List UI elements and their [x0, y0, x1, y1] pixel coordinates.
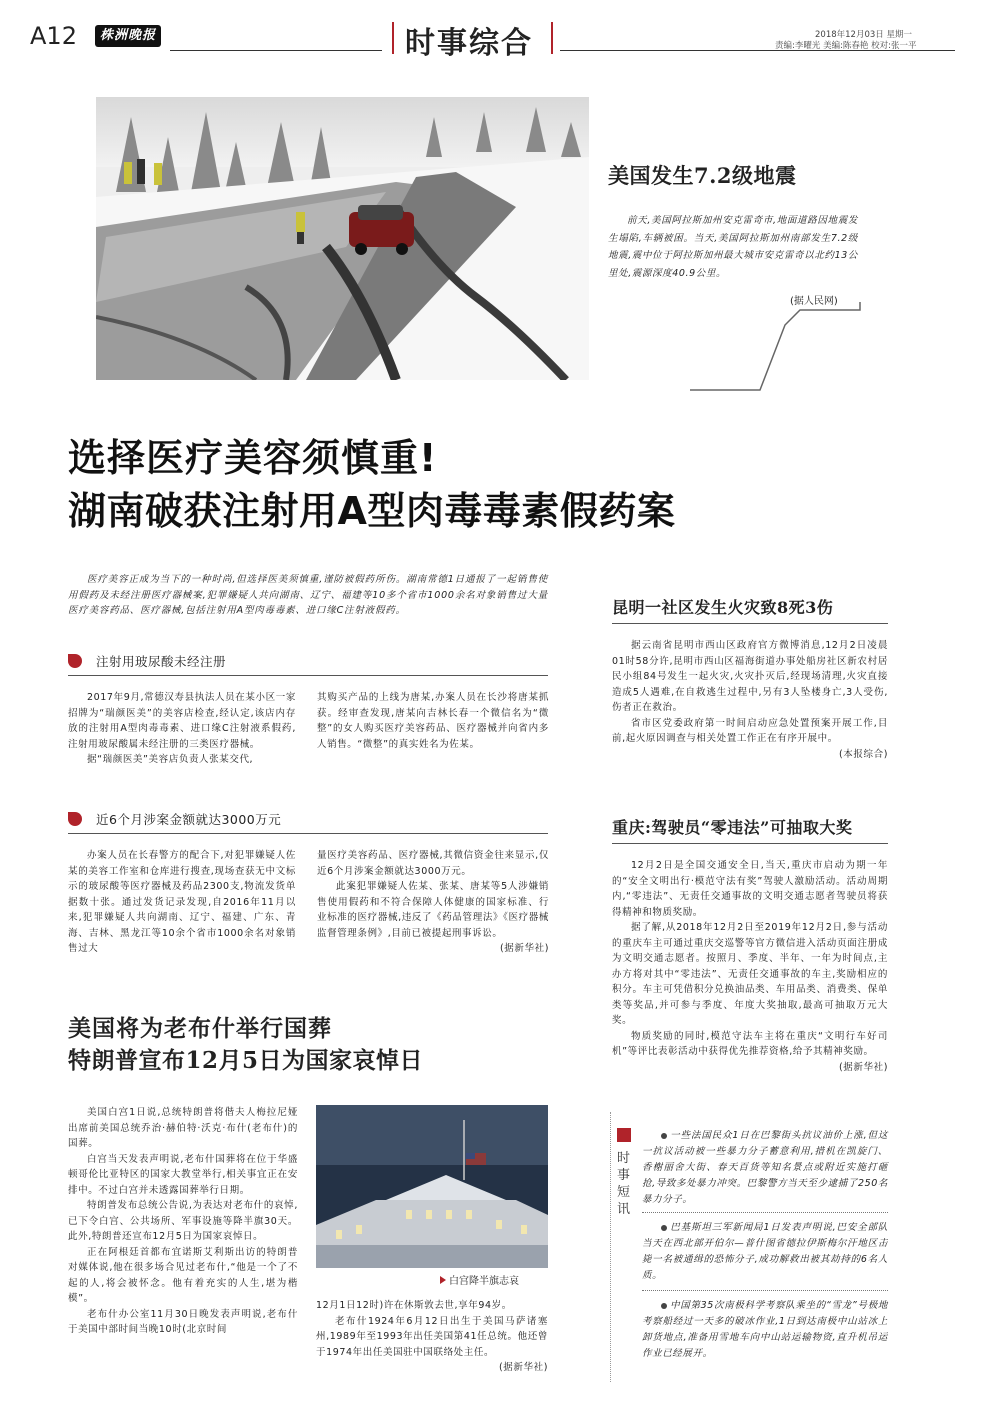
chongqing-source: (据新华社) [838, 1061, 888, 1073]
bullet-icon [661, 1133, 667, 1139]
briefs-arrow-icon [617, 1128, 631, 1142]
paragraph: 正在阿根廷首都布宜诺斯艾利斯出访的特朗普对媒体说,他在很多场合见过老布什,“他是一个了不起的人,将会被怀念。他有着充实的人生,堪为楷模”。 [68, 1246, 298, 1304]
paragraph: 12月2日是全国交通安全日,当天,重庆市启动为期一年的“安全文明出行·模范守法有奖”驾驶人激励活动。活动周期内,“零违法”、无责任交通事故的文明交通志愿者驾驶员将获得精神和物质奖励。 [612, 860, 888, 918]
masthead-rule-left [170, 50, 382, 51]
briefs-item-2 [642, 1220, 888, 1284]
botox-source: (据新华社) [499, 943, 549, 954]
botox-sub2-col1 [68, 848, 296, 957]
kunming-rule [612, 623, 888, 624]
editor-line: 责编:李曜光 美编:陈春艳 校对:张一平 [775, 41, 917, 51]
bush-headline-1: 美国将为老布什举行国葬 [68, 1015, 332, 1042]
briefs-divider-1 [642, 1212, 888, 1213]
white-house-photo [316, 1105, 548, 1268]
paragraph: 白宫当天发表声明说,老布什国葬将在位于华盛顿哥伦比亚特区的国家大教堂举行,相关事宜正在安排中。不过白宫并未透露国葬举行日期。 [68, 1153, 298, 1196]
paragraph: 省市区党委政府第一时间启动应急处置预案开展工作,目前,起火原因调查与相关处置工作正在有序开展中。 [612, 717, 888, 744]
paragraph: 物质奖励的同时,模范守法车主将在重庆“文明行车好司机”等评比表彰活动中获得优先推荐资格,给予其精神奖励。 [612, 1030, 888, 1057]
bullet-icon [661, 1225, 667, 1231]
botox-headline-1: 选择医疗美容须慎重! [68, 436, 438, 480]
section-divider-left [392, 22, 394, 54]
chongqing-body [612, 858, 888, 1075]
paragraph: 据了解,从2018年12月2日至2019年12月2日,参与活动的重庆车主可通过重庆交巡警等官方微信进入活动页面注册成为文明交通志愿者。按照月、季度、半年、一年为时间点,主办方将对其中“零违法”、无责任交通事故的车主,奖励相应的积分。车主可凭借积分兑换油品类、车用品类、消费类、保单类等奖品,并可参与季度、年度大奖抽取,最高可抽取万元大奖。 [612, 922, 888, 1026]
bush-col2 [316, 1298, 548, 1376]
botox-lead: 医疗美容正成为当下的一种时尚,但选择医美须慎重,谨防被假药所伤。湖南常德1日通报了一起销售使用假药及未经注册医疗器械案,犯罪嫌疑人共向湖南、辽宁、福建等10多个省市1000余名对象销售过大量医疗美容药品、医疗器械,包括注射用A型肉毒毒素、进口缘C注射液假药。 [68, 574, 548, 616]
earthquake-source: (据人民网) [790, 296, 838, 307]
paragraph: 老布什办公室11月30日晚发表声明说,老布什于美国中部时间当晚10时(北京时间 [68, 1308, 298, 1335]
subhead-1-rule [68, 675, 548, 676]
briefs-label: 时事短讯 [617, 1151, 631, 1217]
briefs-item-3 [642, 1298, 888, 1362]
botox-headline-2: 湖南破获注射用A型肉毒毒素假药案 [68, 489, 676, 533]
paragraph: 办案人员在长春警方的配合下,对犯罪嫌疑人佐某的美容工作室和仓库进行搜查,现场查获无中文标示的玻尿酸等医疗器械及药品2300支,物流发货单据数十张。通过发货记录发现,自2016年11月以来,犯罪嫌疑人共向湖南、辽宁、福建、广东、青海、吉林、黑龙江等10余个省市1000余名对象销售过大 [68, 850, 296, 954]
section-divider-right [551, 22, 553, 54]
brief-text: 一些法国民众1日在巴黎街头抗议油价上涨,但这一抗议活动被一些暴力分子蓄意利用,措机在凯旋门、香榭丽舍大街、春天百货等知名景点或附近实施打砸抢,导致多处暴力冲突。巴黎警方当天至少逮捕了250名暴力分子。 [642, 1130, 888, 1205]
newspaper-logo: 株洲晚报 [95, 25, 161, 47]
bush-col1 [68, 1105, 298, 1338]
kunming-body [612, 638, 888, 762]
earthquake-road-illustration [96, 97, 589, 380]
paragraph: 量医疗美容药品、医疗器械,其微信资金往来显示,仅近6个月涉案金额就达3000万元。 [317, 850, 549, 877]
white-house-illustration [316, 1105, 548, 1268]
chongqing-rule [612, 843, 888, 844]
subhead-text: 近6个月涉案金额就达3000万元 [96, 812, 282, 827]
briefs-divider-2 [642, 1290, 888, 1291]
paragraph: 特朗普发布总统公告说,为表达对老布什的哀悼,已下令白宫、公共场所、军事设施等降半旗30天。此外,特朗普还宣布12月5日为国家哀悼日。 [68, 1200, 298, 1242]
subhead-marker [68, 812, 82, 826]
bush-source: (据新华社) [498, 1362, 548, 1373]
paragraph: 老布什1924年6月12日出生于美国马萨诸塞州,1989年至1993年出任美国第41任总统。他还曾于1974年出任美国驻中国联络处主任。 [316, 1315, 548, 1358]
paragraph: 2017年9月,常德汉寿县执法人员在某小区一家招牌为“瑞颜医美”的美容店检查,经认定,该店内存放的注射用A型肉毒毒素、进口缘C注射液系假药,注射用玻尿酸属未经注册的三类医疗器械。 [68, 692, 296, 750]
caption-triangle-icon [440, 1276, 446, 1284]
briefs-item-1 [642, 1128, 888, 1208]
botox-sub2-col2 [317, 848, 549, 957]
kunming-title: 昆明一社区发生火灾致8死3伤 [612, 598, 834, 617]
brief-text: 巴基斯坦三军新闻局1日发表声明说,巴安全部队当天在西北部开伯尔—普什图省德拉伊斯梅尔汗地区击毙一名被通缉的恐怖分子,成功解救出被其劫持的6名人质。 [642, 1222, 888, 1281]
section-title: 时事综合 [405, 26, 533, 61]
callout-pointer-line [690, 300, 865, 400]
paragraph: 此案犯罪嫌疑人佐某、张某、唐某等5人涉嫌销售使用假药和不符合保障人体健康的国家标准、行业标准的医疗器械,违反了《药品管理法》《医疗器械监督管理条例》,目前已被提起刑事诉讼。 [317, 881, 549, 939]
subhead-marker [68, 654, 82, 668]
subhead-text: 注射用玻尿酸未经注册 [96, 654, 227, 669]
earthquake-photo [96, 97, 589, 380]
paragraph: 据云南省昆明市西山区政府官方微博消息,12月2日凌晨01时58分许,昆明市西山区福海街道办事处船房社区新农村居民小组84号发生一起火灾,火灾扑灭后,经现场清理,火灾直接造成5人遇难,在自救逃生过程中,另有3人坠楼身亡,3人受伤,伤者正在救治。 [612, 640, 888, 713]
caption-text: 白宫降半旗志哀 [449, 1276, 519, 1287]
chongqing-title: 重庆:驾驶员“零违法”可抽取大奖 [612, 818, 853, 837]
bullet-icon [661, 1303, 667, 1309]
kunming-source: (本报综合) [838, 748, 888, 760]
photo-caption [440, 1272, 519, 1287]
brief-text: 中国第35次南极科学考察队乘坐的“雪龙”号极地考察船经过一天多的破冰作业,1日到达南极中山站冰上卸货地点,准备用雪地车向中山站运输物资,直升机吊运作业已经展开。 [642, 1300, 888, 1359]
earthquake-title: 美国发生7.2级地震 [608, 163, 797, 188]
botox-subhead-2 [68, 810, 281, 828]
paragraph: 其购买产品的上线为唐某,办案人员在长沙将唐某抓获。经审查发现,唐某向吉林长春一个微信名为“微整”的女人购买医疗美容药品、医疗器械并向省内多人销售。“微整”的真实姓名为佐某。 [317, 692, 549, 750]
paragraph: 美国白宫1日说,总统特朗普将偕夫人梅拉尼娅出席前美国总统乔治·赫伯特·沃克·布什(老布什)的国葬。 [68, 1107, 298, 1149]
paragraph: 据“瑞颜医美”美容店负责人张某交代, [87, 754, 254, 765]
botox-sub1-col2 [317, 690, 549, 752]
paragraph: 12月1日12时)许在休斯敦去世,享年94岁。 [316, 1300, 512, 1311]
subhead-2-rule [68, 833, 548, 834]
botox-subhead-1 [68, 652, 226, 670]
bush-headline-2: 特朗普宣布12月5日为国家哀悼日 [68, 1047, 424, 1074]
earthquake-body: 前天,美国阿拉斯加州安克雷奇市,地面道路因地震发生塌陷,车辆被困。当天,美国阿拉斯加州南部发生7.2级地震,震中位于阿拉斯加州最大城市安克雷奇以北约13公里处,震源深度40.9公里。 [608, 215, 858, 279]
botox-sub1-col1 [68, 690, 296, 768]
page-number: A12 [30, 22, 77, 50]
date-line: 2018年12月03日 星期一 [815, 30, 912, 40]
